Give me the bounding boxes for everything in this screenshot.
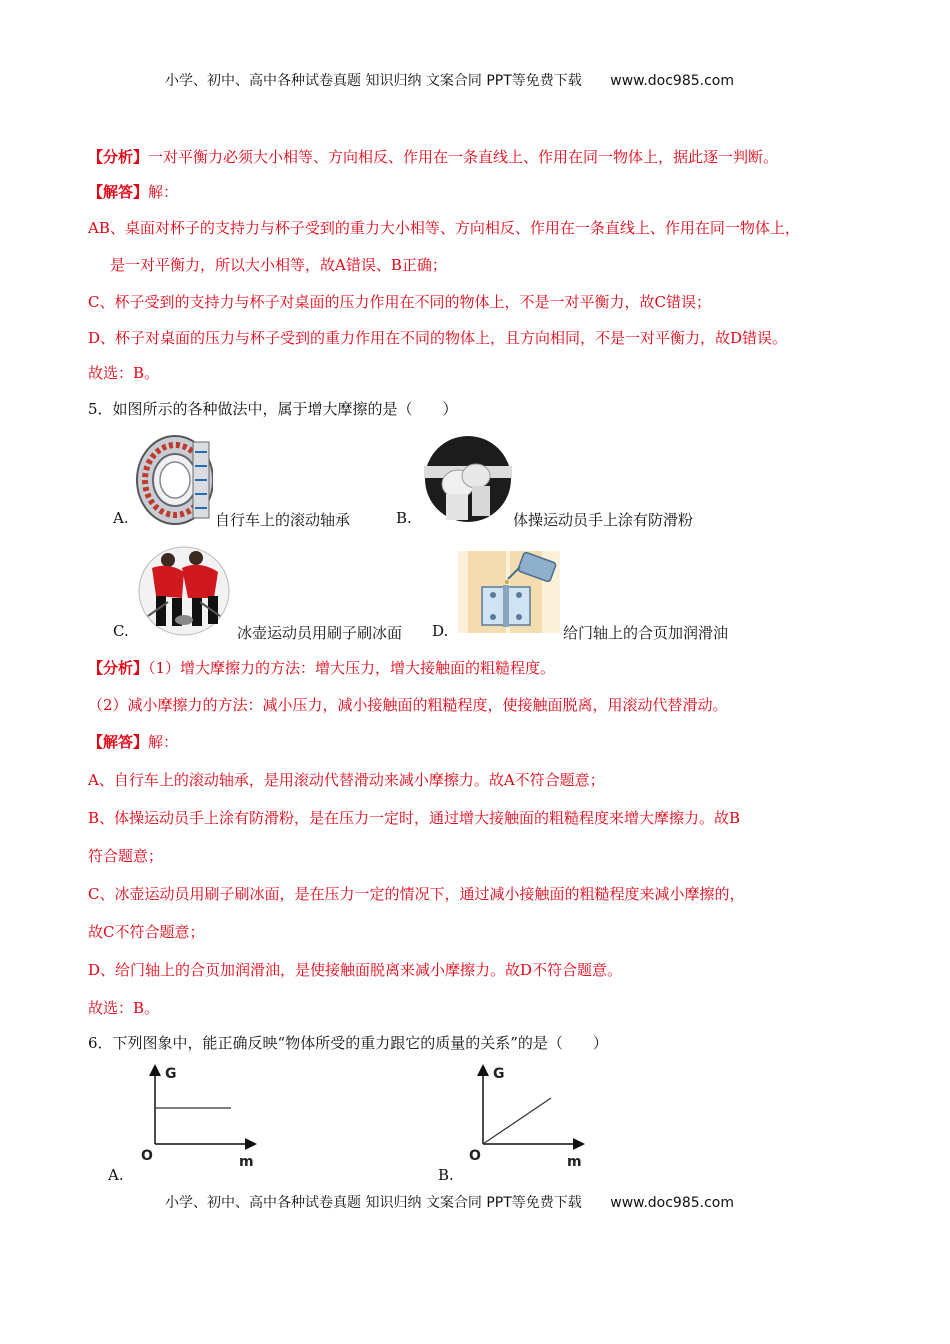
bearing-image xyxy=(133,432,213,527)
q5-choice: 故选：B。 xyxy=(88,999,160,1017)
option-a-text: 自行车上的滚动轴承 xyxy=(215,511,351,529)
answer-text: 解： xyxy=(148,183,179,201)
analysis-text: 一对平衡力必须大小相等、方向相反、作用在一条直线上、作用在同一物体上，据此逐一判断。 xyxy=(148,148,779,166)
q4-answer xyxy=(88,181,178,202)
q4-choice: 故选：B。 xyxy=(88,364,160,382)
graph-b-letter: B. xyxy=(438,1166,454,1184)
footer-text: 小学、初中、高中各种试卷真题 知识归纳 文案合同 PPT等免费下载 xyxy=(165,1195,582,1211)
graph-b-origin: O xyxy=(469,1148,481,1164)
q6-stem: 6．下列图象中，能正确反映“物体所受的重力跟它的质量的关系”的是（ ） xyxy=(88,1034,608,1052)
q5-analysis-2: （2）减小摩擦力的方法：减小压力，减小接触面的粗糙程度，使接触面脱离，用滚动代替滑动。 xyxy=(88,696,728,714)
graph-b-x-label: m xyxy=(567,1154,582,1170)
option-a-letter: A. xyxy=(113,509,129,527)
q5-d-line: D、给门轴上的合页加润滑油，是使接触面脱离来减小摩擦力。故D不符合题意。 xyxy=(88,961,623,979)
graph-a xyxy=(135,1060,265,1170)
curling-image xyxy=(138,546,230,636)
graph-b-line xyxy=(483,1098,551,1144)
graph-a-y-label: G xyxy=(165,1066,177,1082)
analysis-tag: 【分析】 xyxy=(88,148,149,166)
option-b-text: 体操运动员手上涂有防滑粉 xyxy=(513,511,694,529)
q5-answer-tag: 【解答】 xyxy=(88,733,149,751)
q5-c-line2: 故C不符合题意； xyxy=(88,923,205,941)
q4-ab-line2: 是一对平衡力，所以大小相等，故A错误、B正确； xyxy=(110,256,447,274)
option-d-letter: D. xyxy=(432,622,449,640)
graph-a-x-label: m xyxy=(239,1154,254,1170)
q5-b-line2: 符合题意； xyxy=(88,847,164,865)
q5-answer-text: 解： xyxy=(148,733,179,751)
header-text: 小学、初中、高中各种试卷真题 知识归纳 文案合同 PPT等免费下载 xyxy=(165,73,582,89)
option-b-letter: B. xyxy=(396,509,412,527)
option-d-text: 给门轴上的合页加润滑油 xyxy=(563,624,729,642)
graph-a-letter: A. xyxy=(108,1166,124,1184)
q5-a-line: A、自行车上的滚动轴承，是用滚动代替滑动来减小摩擦力。故A不符合题意； xyxy=(88,771,605,789)
option-c-letter: C. xyxy=(113,622,129,640)
q5-stem: 5．如图所示的各种做法中，属于增大摩擦的是（ ） xyxy=(88,400,458,418)
q4-ab-line1: AB、桌面对杯子的支持力与杯子受到的重力大小相等、方向相反、作用在一条直线上、作用在同一物体上， xyxy=(88,219,800,237)
q5-b-line1: B、体操运动员手上涂有防滑粉，是在压力一定时，通过增大接触面的粗糙程度来增大摩擦力。故B xyxy=(88,809,741,827)
q4-analysis xyxy=(88,146,778,167)
q5-analysis-text-1: （1）增大摩擦力的方法：增大压力，增大接触面的粗糙程度。 xyxy=(148,659,556,677)
q4-c-line: C、杯子受到的支持力与杯子对桌面的压力作用在不同的物体上，不是一对平衡力，故C错误； xyxy=(88,293,711,311)
graph-a-origin: O xyxy=(141,1148,153,1164)
page-header xyxy=(165,70,734,90)
graph-b-y-label: G xyxy=(493,1066,505,1082)
hinge-oil-image xyxy=(458,551,560,633)
footer-site: www.doc985.com xyxy=(610,1195,734,1211)
header-site: www.doc985.com xyxy=(610,73,734,89)
q5-c-line1: C、冰壶运动员用刷子刷冰面，是在压力一定的情况下，通过减小接触面的粗糙程度来减小摩擦的， xyxy=(88,885,745,903)
answer-tag: 【解答】 xyxy=(88,183,149,201)
page-footer xyxy=(165,1192,734,1212)
gymnast-hands-image xyxy=(424,434,512,524)
option-c-text: 冰壶运动员用刷子刷冰面 xyxy=(237,624,403,642)
graph-b xyxy=(463,1060,593,1170)
q4-d-line: D、杯子对桌面的压力与杯子受到的重力作用在不同的物体上，且方向相同，不是一对平衡力，故D错误。 xyxy=(88,329,788,347)
q5-analysis-tag: 【分析】 xyxy=(88,659,149,677)
q5-answer xyxy=(88,731,178,752)
q5-analysis-1 xyxy=(88,657,555,678)
